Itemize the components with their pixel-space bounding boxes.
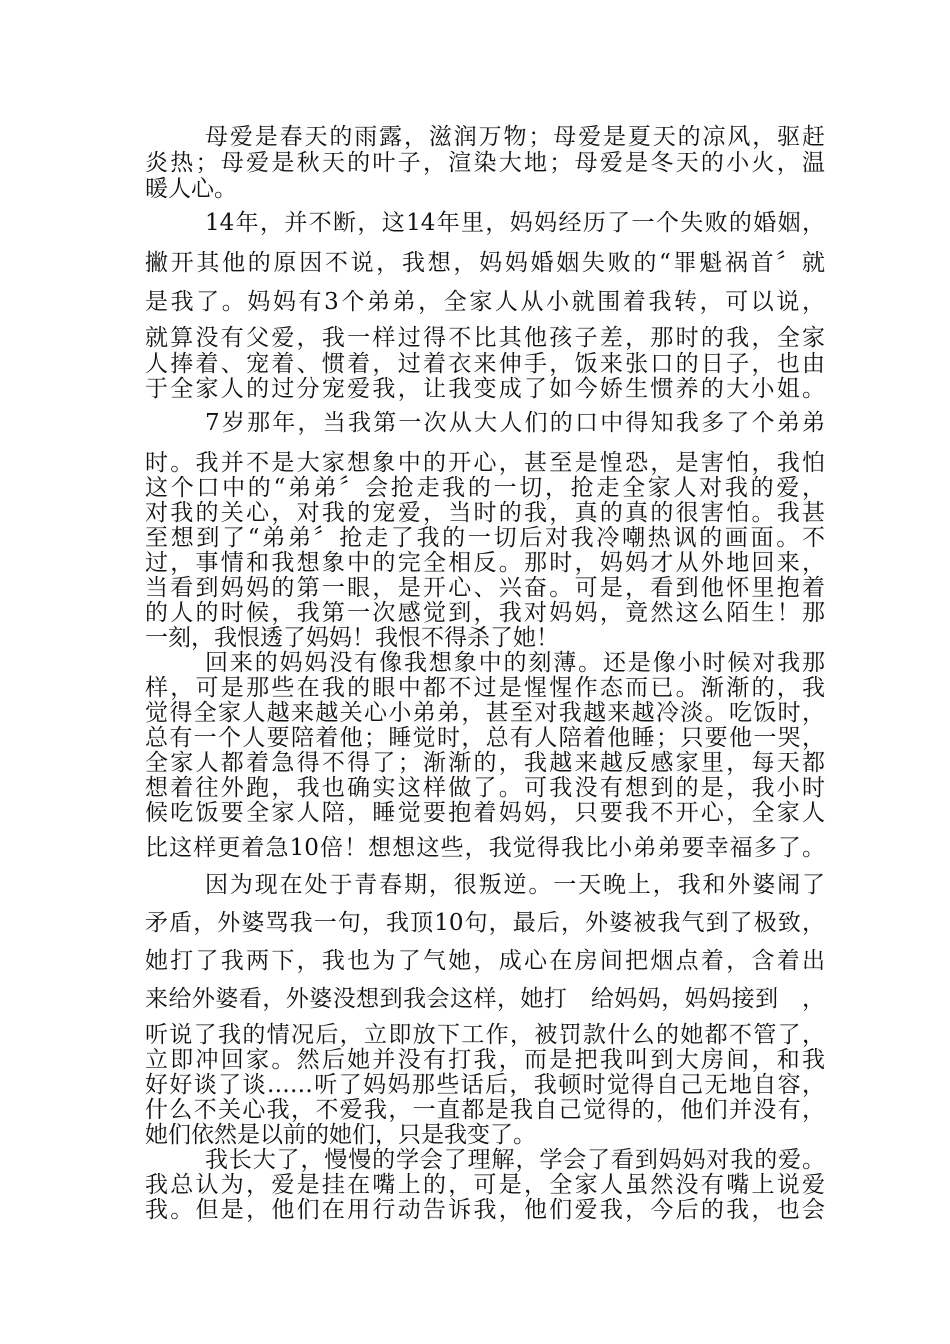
paragraph-4-line-8: 比这样更着急10倍！想想这些，我觉得我比小弟弟要幸福多了。	[145, 835, 825, 861]
paragraph-4-line-4: 总有一个人要陪着他；睡觉时，总有人陪着他睡；只要他一哭，	[145, 725, 825, 751]
paragraph-2-line-1: 14年，并不断，这14年里，妈妈经历了一个失败的婚姻，	[205, 210, 825, 236]
paragraph-2-line-5: 人捧着、宠着、惯着，过着衣来伸手，饭来张口的日子，也由	[145, 351, 825, 377]
paragraph-6-line-3: 我。但是，他们在用行动告诉我，他们爱我，今后的我，也会	[145, 1197, 825, 1223]
paragraph-3-line-8: 的人的时候，我第一次感觉到，我对妈妈，竟然这么陌生！那	[145, 600, 825, 626]
paragraph-3-line-5: 至想到了“弟弟〞抢走了我的一切后对我冷嘲热讽的画面。不	[145, 525, 825, 551]
paragraph-1-line-2: 炎热；母爱是秋天的叶子，渲染大地；母爱是冬天的小火，温	[145, 150, 825, 176]
paragraph-5-line-7: 好好谈了谈……听了妈妈那些话后，我顿时觉得自己无地自容，	[145, 1072, 825, 1098]
paragraph-2-line-6: 于全家人的过分宠爱我，让我变成了如今娇生惯养的大小姐。	[145, 376, 825, 402]
paragraph-3-line-2: 时。我并不是大家想象中的开心，甚至是惶恐，是害怕，我怕	[145, 450, 825, 476]
paragraph-2-line-2: 撇开其他的原因不说，我想，妈妈婚姻失败的“罪魁祸首〞就	[145, 250, 825, 276]
paragraph-4-line-6: 想着往外跑，我也确实这样做了。可我没有想到的是，我小时	[145, 775, 825, 801]
paragraph-4-line-5: 全家人都着急得不得了；渐渐的，我越来越反感家里，每天都	[145, 750, 825, 776]
paragraph-5-line-2: 矛盾，外婆骂我一句，我顶10句，最后，外婆被我气到了极致，	[145, 910, 825, 936]
paragraph-1-line-1: 母爱是春天的雨露，滋润万物；母爱是夏天的凉风，驱赶	[205, 124, 825, 150]
paragraph-5-line-5: 听说了我的情况后，立即放下工作，被罚款什么的她都不管了，	[145, 1022, 825, 1048]
paragraph-3-line-4: 对我的关心，对我的宠爱，当时的我，真的真的很害怕。我甚	[145, 500, 825, 526]
paragraph-4-line-2: 样，可是那些在我的眼中都不过是惺惺作态而已。渐渐的，我	[145, 675, 825, 701]
paragraph-6-line-1: 我长大了，慢慢的学会了理解，学会了看到妈妈对我的爱。	[205, 1147, 825, 1173]
paragraph-5-line-9: 她们依然是以前的她们，只是我变了。	[145, 1122, 536, 1148]
paragraph-4-line-7: 候吃饭要全家人陪，睡觉要抱着妈妈，只要我不开心，全家人	[145, 800, 825, 826]
paragraph-5-line-3: 她打了我两下，我也为了气她，成心在房间把烟点着，含着出	[145, 948, 825, 974]
paragraph-5-line-6: 立即冲回家。然后她并没有打我，而是把我叫到大房间，和我	[145, 1047, 825, 1073]
paragraph-3-line-6: 过，事情和我想象中的完全相反。那时，妈妈才从外地回来，	[145, 550, 825, 576]
paragraph-5-line-8: 什么不关心我，不爱我，一直都是我自己觉得的，他们并没有，	[145, 1097, 825, 1123]
paragraph-1-line-3: 暖人心。	[145, 176, 237, 202]
paragraph-3-line-1: 7岁那年，当我第一次从大人们的口中得知我多了个弟弟	[205, 410, 825, 436]
paragraph-5-line-1: 因为现在处于青春期，很叛逆。一天晚上，我和外婆闹了	[205, 872, 825, 898]
paragraph-2-line-3: 是我了。妈妈有3个弟弟，全家人从小就围着我转，可以说，	[145, 289, 825, 315]
paragraph-3-line-7: 当看到妈妈的第一眼，是开心、兴奋。可是，看到他怀里抱着	[145, 575, 825, 601]
paragraph-2-line-4: 就算没有父爱，我一样过得不比其他孩子差，那时的我，全家	[145, 325, 825, 351]
paragraph-4-line-3: 觉得全家人越来越关心小弟弟，甚至对我越来越冷淡。吃饭时，	[145, 700, 825, 726]
paragraph-4-line-1: 回来的妈妈没有像我想象中的刻薄。还是像小时候对我那	[205, 650, 825, 676]
paragraph-3-line-3: 这个口中的“弟弟〞会抢走我的一切，抢走全家人对我的爱，	[145, 475, 825, 501]
paragraph-6-line-2: 我总认为，爱是挂在嘴上的，可是，全家人虽然没有嘴上说爱	[145, 1172, 825, 1198]
paragraph-3-line-9: 一刻，我恨透了妈妈！我恨不得杀了她！	[145, 625, 559, 651]
paragraph-5-line-4: 来给外婆看，外婆没想到我会这样，她打 给妈妈，妈妈接到 ，	[145, 986, 825, 1012]
